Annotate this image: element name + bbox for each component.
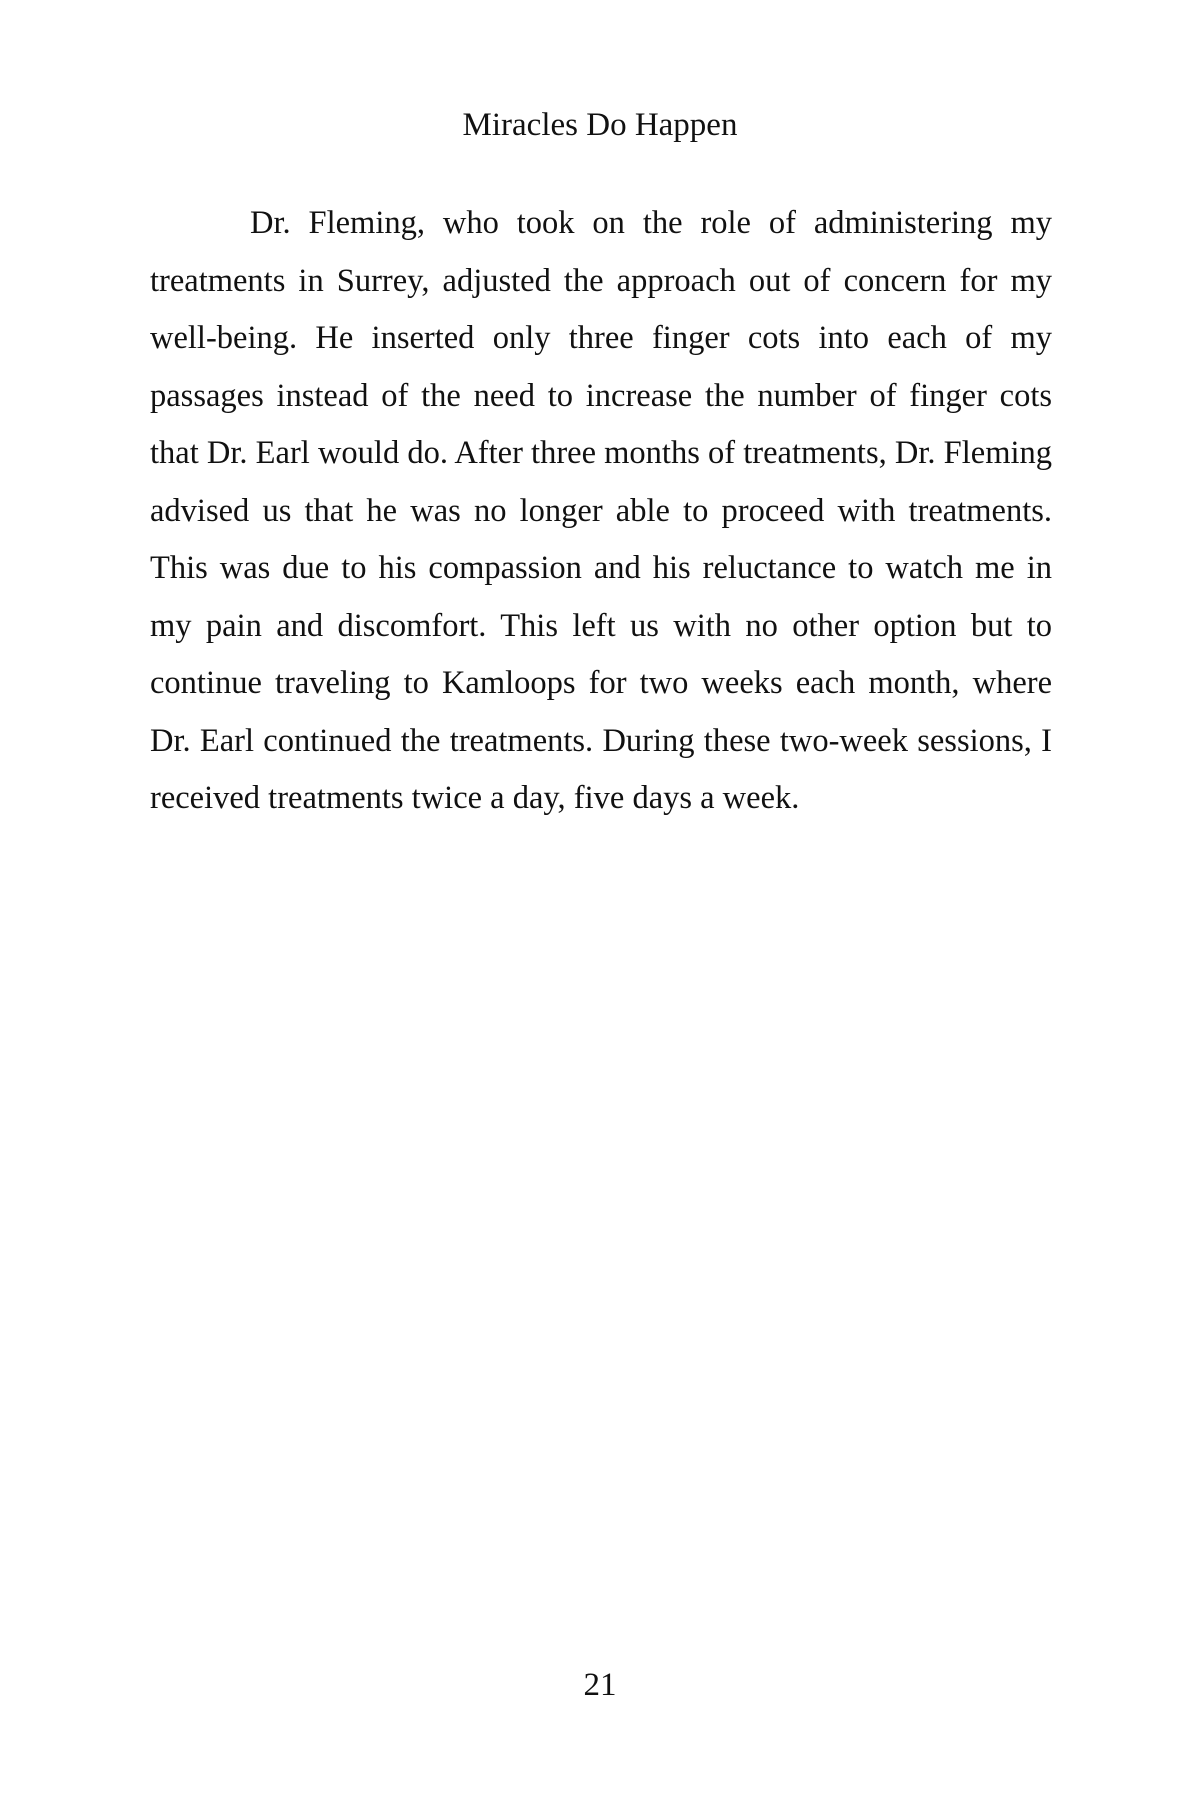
paragraph: Dr. Fleming, who took on the role of administering my treatments in Surrey, adjusted the approach out of concern for my well-being. He inserted only three finger cots into each of my passages instead of the need to increase the number of finger cots that Dr. Earl would do. After three months of treatments, Dr. Fleming advised us that he was no longer able to proceed with treatments. This was due to his compassion and his reluctance to watch me in my pain and discomfort. This left us with no other option but to continue traveling to Kamloops for two weeks each month, where Dr. Earl continued the treatments. During these two-week sessions, I received treatments twice a day, five days a week. (150, 205, 1052, 816)
body-text (150, 195, 1052, 828)
page-number: 21 (583, 1667, 617, 1703)
running-header-title: Miracles Do Happen (462, 107, 738, 143)
